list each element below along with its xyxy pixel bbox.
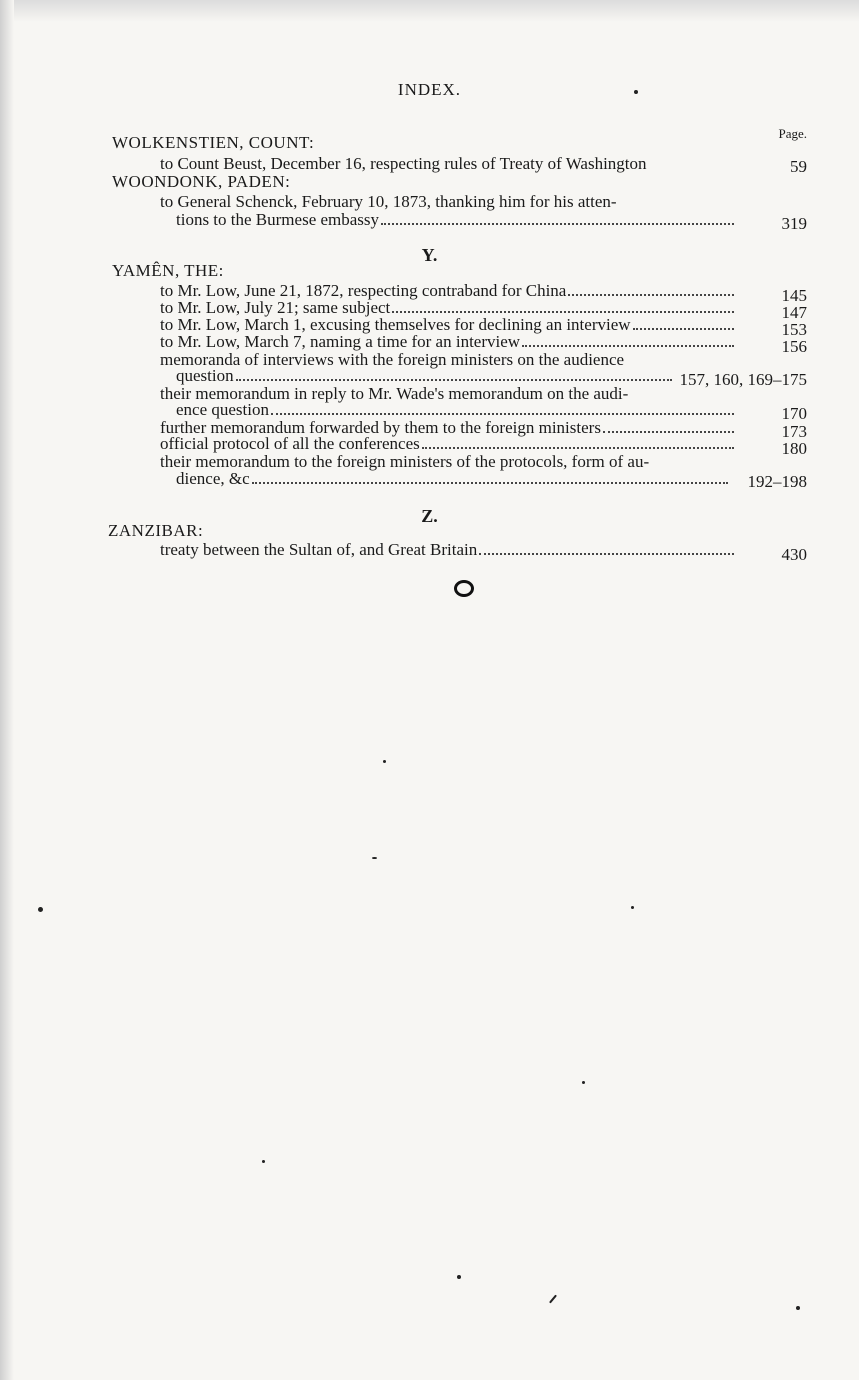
page-ref: 157, 160, 169–175: [679, 370, 807, 389]
scan-speck: [457, 1275, 461, 1279]
subentry-text: to Mr. Low, March 1, excusing themselves for declining an interview: [160, 315, 631, 334]
subentry-yamen-9-line1: their memorandum to the foreign ministers of the protocols, form of au-: [160, 452, 650, 471]
leader-dots: [381, 223, 734, 225]
subentry-yamen-1: [160, 282, 738, 299]
page-ref: 319: [781, 214, 807, 233]
subentry-text: question: [176, 366, 234, 385]
page-ref: 147: [781, 303, 807, 322]
page-ref: 173: [781, 422, 807, 441]
subentry-text: treaty between the Sultan of, and Great Britain: [160, 540, 478, 559]
scan-speck: [582, 1081, 585, 1084]
subentry-text: further memorandum forwarded by them to the foreign ministers: [160, 418, 601, 437]
leader-dots: [522, 345, 734, 347]
subentry-yamen-4: [160, 333, 738, 350]
scan-speck: [38, 907, 43, 912]
scan-edge-top: [0, 0, 859, 22]
subentry-yamen-2: [160, 299, 738, 316]
subentry-yamen-6-line1: their memorandum in reply to Mr. Wade's memorandum on the audi-: [160, 384, 629, 403]
subentry-text: dience, &c: [176, 469, 250, 488]
page-column-label: Page.: [778, 126, 807, 141]
subentry-woondonk-line1: to General Schenck, February 10, 1873, thanking him for his atten-: [160, 192, 617, 211]
subentry-text: ence question: [176, 400, 269, 419]
leader-dots: [236, 379, 672, 381]
subentry-woondonk-line2: [176, 211, 738, 228]
subentry-zanzibar-1: [160, 541, 738, 558]
leader-dots: [252, 482, 728, 484]
scan-speck: [631, 906, 634, 909]
leader-dots: [568, 294, 734, 296]
subentry-yamen-6-line2: [176, 401, 738, 418]
end-ornament: [454, 580, 474, 597]
subentry-text: to Mr. Low, March 7, naming a time for an interview: [160, 332, 521, 351]
subentry-yamen-8: [160, 435, 738, 452]
page-ref: 145: [781, 286, 807, 305]
leader-dots: [392, 311, 734, 313]
page-ref: 430: [781, 545, 807, 564]
scan-edge-left: [0, 0, 14, 1380]
entry-heading-wolkenstien: WOLKENSTIEN, COUNT:: [112, 133, 315, 152]
page-ref: 192–198: [747, 472, 807, 491]
scan-speck: [372, 857, 377, 859]
leader-dots: [422, 447, 734, 449]
leader-dots: [271, 413, 734, 415]
leader-dots: [479, 553, 734, 555]
scan-speck: [383, 760, 386, 763]
subentry-text: tions to the Burmese embassy: [176, 210, 380, 229]
entry-heading-woondonk: WOONDONK, PADEN:: [112, 172, 291, 191]
scan-speck: [634, 90, 638, 94]
subentry-text: to Count Beust, December 16, respecting rules of Treaty of Washington: [160, 154, 647, 173]
subentry-yamen-5-line2: [176, 367, 676, 384]
running-head: INDEX.: [397, 80, 462, 99]
subentry-text: official protocol of all the conferences: [160, 434, 420, 453]
entry-heading-yamen: YAMÊN, THE:: [112, 261, 224, 280]
leader-dots: [633, 328, 734, 330]
subentry-yamen-5-line1: memoranda of interviews with the foreign ministers on the audience: [160, 350, 625, 369]
page-ref: 156: [781, 337, 807, 356]
scan-speck: [549, 1295, 557, 1304]
subentry-yamen-3: [160, 316, 738, 333]
section-letter-z: Z.: [421, 506, 438, 526]
page-ref: 180: [781, 439, 807, 458]
subentry-text: to Mr. Low, June 21, 1872, respecting contraband for China: [160, 281, 567, 300]
scan-speck: [262, 1160, 265, 1163]
page-ref: 153: [781, 320, 807, 339]
subentry-yamen-9-line2: [176, 470, 732, 487]
leader-dots: [603, 431, 734, 433]
scan-speck: [796, 1306, 800, 1310]
subentry-text: to Mr. Low, July 21; same subject: [160, 298, 391, 317]
page-ref: 59: [790, 157, 807, 176]
subentry-wolkenstien-beust: [160, 155, 738, 172]
entry-heading-zanzibar: ZANZIBAR:: [108, 521, 204, 540]
section-letter-y: Y.: [421, 245, 438, 265]
page-ref: 170: [781, 404, 807, 423]
